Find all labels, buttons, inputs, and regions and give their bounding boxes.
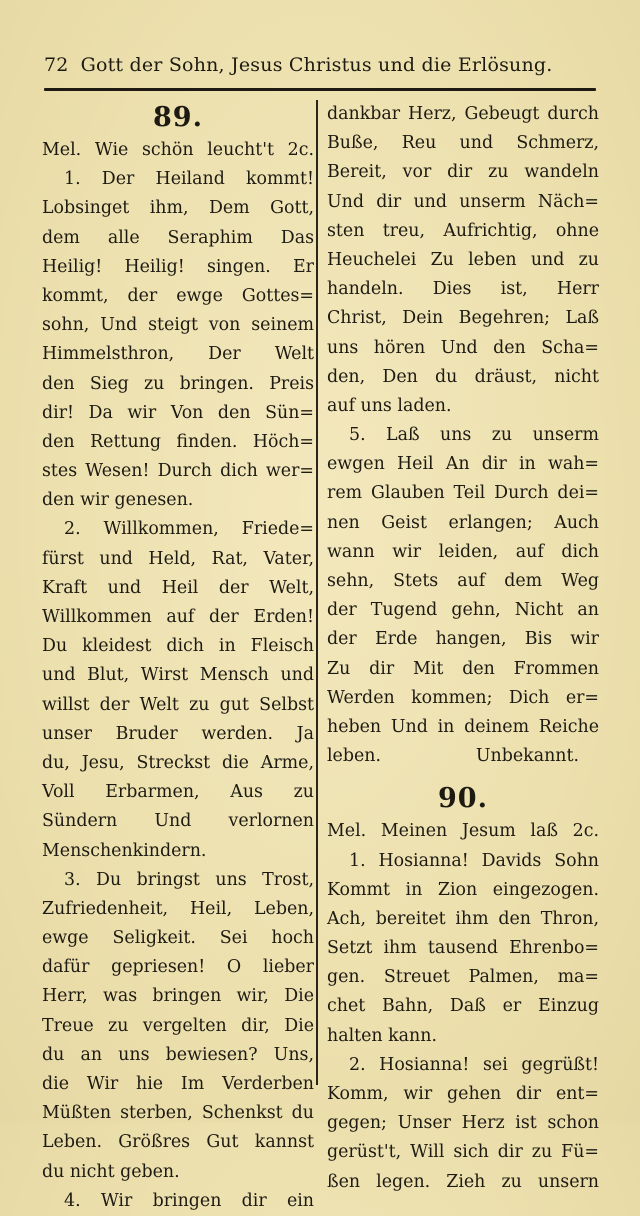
verse-line: Kraft und Heil der Welt,: [42, 577, 314, 598]
hymn-90-verse-1: [327, 847, 599, 1051]
right-column: [327, 100, 599, 1197]
verse-2: [42, 515, 314, 865]
verse-line: Willkommen auf der Erden!: [42, 607, 314, 627]
verse-line: Treue zu vergelten dir, Die: [42, 1015, 314, 1036]
verse-line: Herr, was bringen wir, Die: [42, 986, 314, 1007]
verse-line: Heuchelei Zu leben und zu: [327, 249, 599, 270]
verse-line: willst der Welt zu gut Selbst: [42, 694, 314, 715]
verse-line: Du kleidest dich in Fleisch: [42, 636, 314, 657]
verse-line: unser Bruder werden. Ja: [42, 723, 314, 744]
verse-line: du an uns bewiesen? Uns,: [42, 1044, 314, 1065]
author-attribution: Unbekannt.: [475, 746, 579, 767]
verse-line: Sündern Und verlornen: [42, 811, 314, 832]
verse-line: Lobsinget ihm, Dem Gott,: [42, 198, 314, 219]
verse-line: 2. Hosianna! sei gegrüßt!: [349, 1054, 599, 1075]
verse-3: [42, 866, 314, 1187]
verse-line: ewge Seligkeit. Sei hoch: [42, 928, 314, 949]
verse-line: nen Geist erlangen; Auch: [327, 512, 599, 533]
spacer: [327, 771, 599, 781]
verse-line: Zu dir Mit den Frommen: [327, 658, 599, 679]
verse-line: 2. Willkommen, Friede=: [64, 519, 314, 540]
verse-line: Christ, Dein Begehren; Laß: [327, 308, 599, 329]
verse-line: rem Glauben Teil Durch dei=: [327, 483, 599, 504]
verse-line: dir! Da wir Von den Sün=: [42, 402, 314, 423]
verse-line: Zufriedenheit, Heil, Leben,: [42, 898, 314, 919]
verse-line: der Erde hangen, Bis wir: [327, 629, 599, 650]
verse-line: der Tugend gehn, Nicht an: [327, 600, 599, 621]
verse-line: 5. Laß uns zu unserm: [349, 425, 599, 446]
verse-line: sten treu, Aufrichtig, ohne: [327, 220, 599, 241]
verse-line: Menschenkindern.: [42, 840, 207, 861]
melody-line-90: Mel. Meinen Jesum laß 2c.: [327, 821, 599, 842]
verse-line: Buße, Reu und Schmerz,: [327, 133, 599, 154]
verse-line: du, Jesu, Streckst die Arme,: [42, 752, 314, 773]
verse-1: [42, 165, 314, 515]
verse-line: leben.: [327, 746, 382, 767]
attribution-row: [327, 742, 599, 771]
verse-4-continued: [327, 100, 599, 421]
verse-line: du nicht geben.: [42, 1161, 180, 1182]
verse-line: 1. Der Heiland kommt!: [64, 169, 314, 190]
header-rule: [44, 88, 596, 91]
verse-line: Komm, wir gehen dir ent=: [327, 1084, 599, 1104]
left-column: [42, 100, 314, 1216]
verse-line: Voll Erbarmen, Aus zu: [42, 782, 314, 803]
verse-line: fürst und Held, Rat, Vater,: [42, 548, 314, 569]
verse-line: ßen legen. Zieh zu unsern: [327, 1171, 599, 1192]
verse-line: Heilig! Heilig! singen. Er: [42, 256, 314, 277]
verse-line: ewgen Heil An dir in wah=: [327, 454, 599, 475]
running-header: [44, 54, 604, 84]
verse-line: die Wir hie Im Verderben: [42, 1074, 314, 1094]
verse-line: wann wir leiden, auf dich: [327, 541, 599, 562]
verse-line: kommt, der ewge Gottes=: [42, 285, 314, 306]
verse-line: den, Den du dräust, nicht: [327, 366, 599, 387]
verse-line: sehn, Stets auf dem Weg: [327, 571, 599, 591]
page-number: 72: [44, 54, 69, 76]
hymn-90-verse-2: [327, 1051, 599, 1197]
verse-line: Setzt ihm tausend Ehrenbo=: [327, 938, 599, 959]
verse-line: Leben. Größres Gut kannst: [42, 1132, 314, 1153]
verse-line: auf uns laden.: [327, 395, 452, 416]
verse-line: 4. Wir bringen dir ein: [64, 1190, 314, 1211]
verse-line: Ach, bereitet ihm den Thron,: [327, 908, 599, 929]
verse-line: 1. Hosianna! Davids Sohn: [349, 850, 599, 871]
verse-line: und Blut, Wirst Mensch und: [42, 665, 314, 686]
hymn-number-89: 89.: [153, 102, 203, 133]
verse-line: den Sieg zu bringen. Preis: [42, 373, 314, 394]
verse-line: chet Bahn, Daß er Einzug: [327, 996, 599, 1017]
verse-line: dem alle Seraphim Das: [42, 227, 314, 248]
verse-line: Werden kommen; Dich er=: [327, 687, 599, 708]
verse-line: uns hören Und den Scha=: [327, 337, 599, 358]
melody-line-89: Mel. Wie schön leucht't 2c.: [42, 140, 314, 160]
verse-line: Kommt in Zion eingezogen.: [327, 879, 599, 900]
verse-line: halten kann.: [327, 1025, 437, 1046]
verse-line: Himmelsthron, Der Welt: [42, 344, 314, 365]
verse-line: Und dir und unserm Näch=: [327, 191, 599, 212]
verse-line: den wir genesen.: [42, 490, 194, 511]
verse-4-start: [42, 1187, 314, 1216]
verse-line: gerüst't, Will sich dir zu Fü=: [327, 1142, 599, 1163]
verse-line: gegen; Unser Herz ist schon: [327, 1113, 599, 1134]
verse-line: heben Und in deinem Reiche: [327, 716, 599, 737]
verse-line: dankbar Herz, Gebeugt durch: [327, 104, 599, 124]
verse-line: sohn, Und steigt von seinem: [42, 315, 314, 336]
hymn-number-90: 90.: [438, 783, 488, 815]
verse-line: gen. Streuet Palmen, ma=: [327, 967, 599, 988]
verse-line: Bereit, vor dir zu wandeln: [327, 162, 599, 183]
column-divider: [316, 100, 318, 1085]
section-title: Gott der Sohn, Jesus Christus und die Erlösung.: [80, 54, 553, 76]
verse-line: Müßten sterben, Schenkst du: [42, 1103, 314, 1124]
verse-line: dafür gepriesen! O lieber: [42, 957, 314, 978]
verse-line: handeln. Dies ist, Herr: [327, 279, 599, 300]
verse-line: stes Wesen! Durch dich wer=: [42, 461, 314, 482]
verse-line: 3. Du bringst uns Trost,: [64, 869, 314, 890]
verse-line: den Rettung finden. Höch=: [42, 431, 314, 452]
verse-5: [327, 421, 599, 771]
